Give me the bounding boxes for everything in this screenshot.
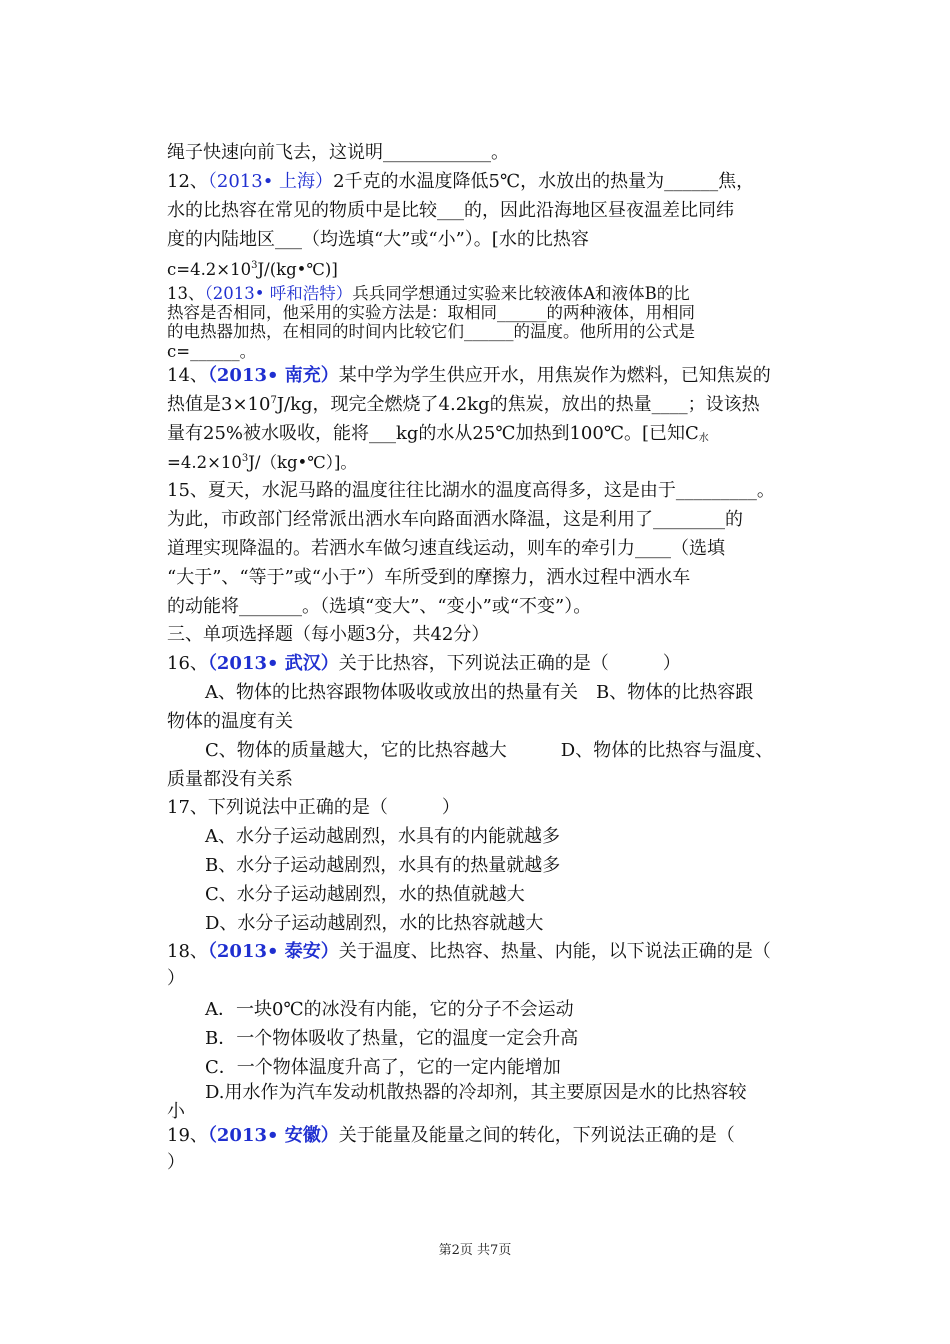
line-text: 三、单项选择题（每小题3分，共42分） [167, 624, 490, 645]
page-footer: 第2页 共7页 [438, 1243, 512, 1258]
question-number: 14、 [167, 365, 208, 386]
option-line [205, 682, 753, 704]
line-text: 15、夏天，水泥马路的温度往往比湖水的温度高得多，这是由于_________。 [167, 480, 775, 501]
text-line [167, 567, 690, 589]
line-text: c=4.2×10 [167, 260, 252, 279]
line-text: J/(kg•℃)] [257, 260, 338, 279]
question-15 [167, 480, 775, 502]
question-text: 关于比热容，下列说法正确的是（ ） [338, 653, 681, 674]
line-text: B．一个物体吸收了热量，它的温度一定会升高 [205, 1028, 579, 1049]
text-line [167, 229, 589, 251]
option-line [205, 826, 560, 848]
question-number: 18、 [167, 941, 208, 962]
text-line [167, 1152, 185, 1174]
question-source: （2013• 呼和浩特） [204, 284, 353, 303]
option-line [205, 884, 525, 906]
line-text: 道理实现降温的。若洒水车做匀速直线运动，则车的牵引力____（选填 [167, 538, 725, 559]
text-line [167, 200, 734, 222]
text-line [167, 321, 695, 343]
option-line [205, 999, 574, 1021]
question-12 [167, 171, 754, 193]
question-source: （2013• 安徽） [207, 1125, 339, 1146]
line-text: 为此，市政部门经常派出洒水车向路面洒水降温，这是利用了________的 [167, 509, 743, 530]
subscript: 水 [698, 433, 709, 444]
text-line [167, 596, 591, 618]
option-line [205, 1082, 747, 1104]
line-text: B、水分子运动越剧烈，水具有的热量就越多 [205, 855, 561, 876]
text-line [167, 769, 293, 791]
text-line [167, 259, 338, 281]
line-text: A、物体的比热容跟物体吸收或放出的热量有关 B、物体的比热容跟 [205, 682, 754, 703]
question-number: 13、 [167, 284, 205, 303]
text-line [167, 1101, 185, 1123]
text-line [167, 711, 293, 733]
line-text: A．一块0℃的冰没有内能，它的分子不会运动 [205, 999, 574, 1020]
line-text: 热容是否相同，他采用的实验方法是：取相同______的两种液体，用相同 [167, 303, 695, 322]
line-text: 绳子快速向前飞去，这说明____________。 [167, 142, 509, 163]
line-text: 小 [167, 1101, 185, 1122]
question-text: 某中学为学生供应开水，用焦炭作为燃料，已知焦炭的 [338, 365, 771, 386]
line-text: 量有25%被水吸收，能将___kg的水从25℃加热到100℃。[已知C [167, 423, 699, 444]
exponent: 3 [241, 453, 249, 464]
question-number: 19、 [167, 1125, 208, 1146]
line-text: D.用水作为汽车发动机散热器的冷却剂，其主要原因是水的比热容较 [205, 1082, 747, 1103]
question-19 [167, 1125, 735, 1147]
text-line [167, 394, 760, 416]
line-text: ） [167, 1152, 185, 1173]
line-text: 物体的温度有关 [167, 711, 293, 732]
line-text: 质量都没有关系 [167, 769, 293, 790]
line-text: c=______。 [167, 342, 257, 361]
question-number: 12、 [167, 171, 208, 192]
text-line [167, 142, 509, 164]
text-line [167, 452, 357, 474]
option-line [205, 1028, 578, 1050]
line-text: 17、下列说法中正确的是（ ） [167, 797, 460, 818]
text-line [167, 423, 709, 445]
question-text: 2千克的水温度降低5℃，水放出的热量为______焦， [333, 171, 755, 192]
line-text: 的电热器加热，在相同的时间内比较它们______的温度。他所用的公式是 [167, 322, 695, 341]
line-text: 度的内陆地区___（均选填“大”或“小”）。[水的比热容 [167, 229, 589, 250]
question-17 [167, 797, 460, 819]
line-text: ） [167, 968, 185, 989]
question-text: 关于能量及能量之间的转化，下列说法正确的是（ [338, 1125, 735, 1146]
line-text: 热值是3×10 [167, 394, 271, 415]
question-source: （2013• 武汉） [207, 653, 339, 674]
line-text: D、水分子运动越剧烈，水的比热容就越大 [205, 913, 544, 934]
question-number: 16、 [167, 653, 208, 674]
text-line [167, 341, 256, 363]
line-text: “大于”、“等于”或“小于”）车所受到的摩擦力，洒水过程中洒水车 [167, 567, 691, 588]
line-text: A、水分子运动越剧烈，水具有的内能就越多 [205, 826, 560, 847]
exponent: 7 [270, 395, 277, 406]
line-text: =4.2×10 [167, 453, 242, 472]
option-line [205, 1057, 561, 1079]
question-16 [167, 653, 681, 675]
section-heading [167, 624, 489, 646]
question-source: （2013• 上海） [207, 171, 334, 192]
option-line [205, 855, 560, 877]
question-source: （2013• 泰安） [207, 941, 339, 962]
question-source: （2013• 南充） [207, 365, 339, 386]
line-text: J/kg，现完全燃烧了4.2kg的焦炭，放出的热量____；设该热 [276, 394, 760, 415]
line-text: 水的比热容在常见的物质中是比较___的，因此沿海地区昼夜温差比同纬 [167, 200, 734, 221]
line-text: C、物体的质量越大，它的比热容越大 D、物体的比热容与温度、 [205, 740, 774, 761]
question-text: 关于温度、比热容、热量、内能，以下说法正确的是（ [338, 941, 771, 962]
text-line [167, 538, 725, 560]
line-text: C．一个物体温度升高了，它的一定内能增加 [205, 1057, 561, 1078]
exponent: 3 [251, 260, 258, 271]
line-text: C、水分子运动越剧烈，水的热值就越大 [205, 884, 525, 905]
option-line [205, 913, 543, 935]
question-18 [167, 941, 771, 963]
line-text: J/（kg•℃）]。 [248, 453, 357, 472]
text-line [167, 968, 185, 990]
option-line [205, 740, 773, 762]
text-line [167, 509, 743, 531]
question-text: 兵兵同学想通过实验来比较液体A和液体B的比 [352, 284, 690, 303]
line-text: 的动能将_______。（选填“变大”、“变小”或“不变”）。 [167, 596, 592, 617]
question-14 [167, 365, 771, 387]
